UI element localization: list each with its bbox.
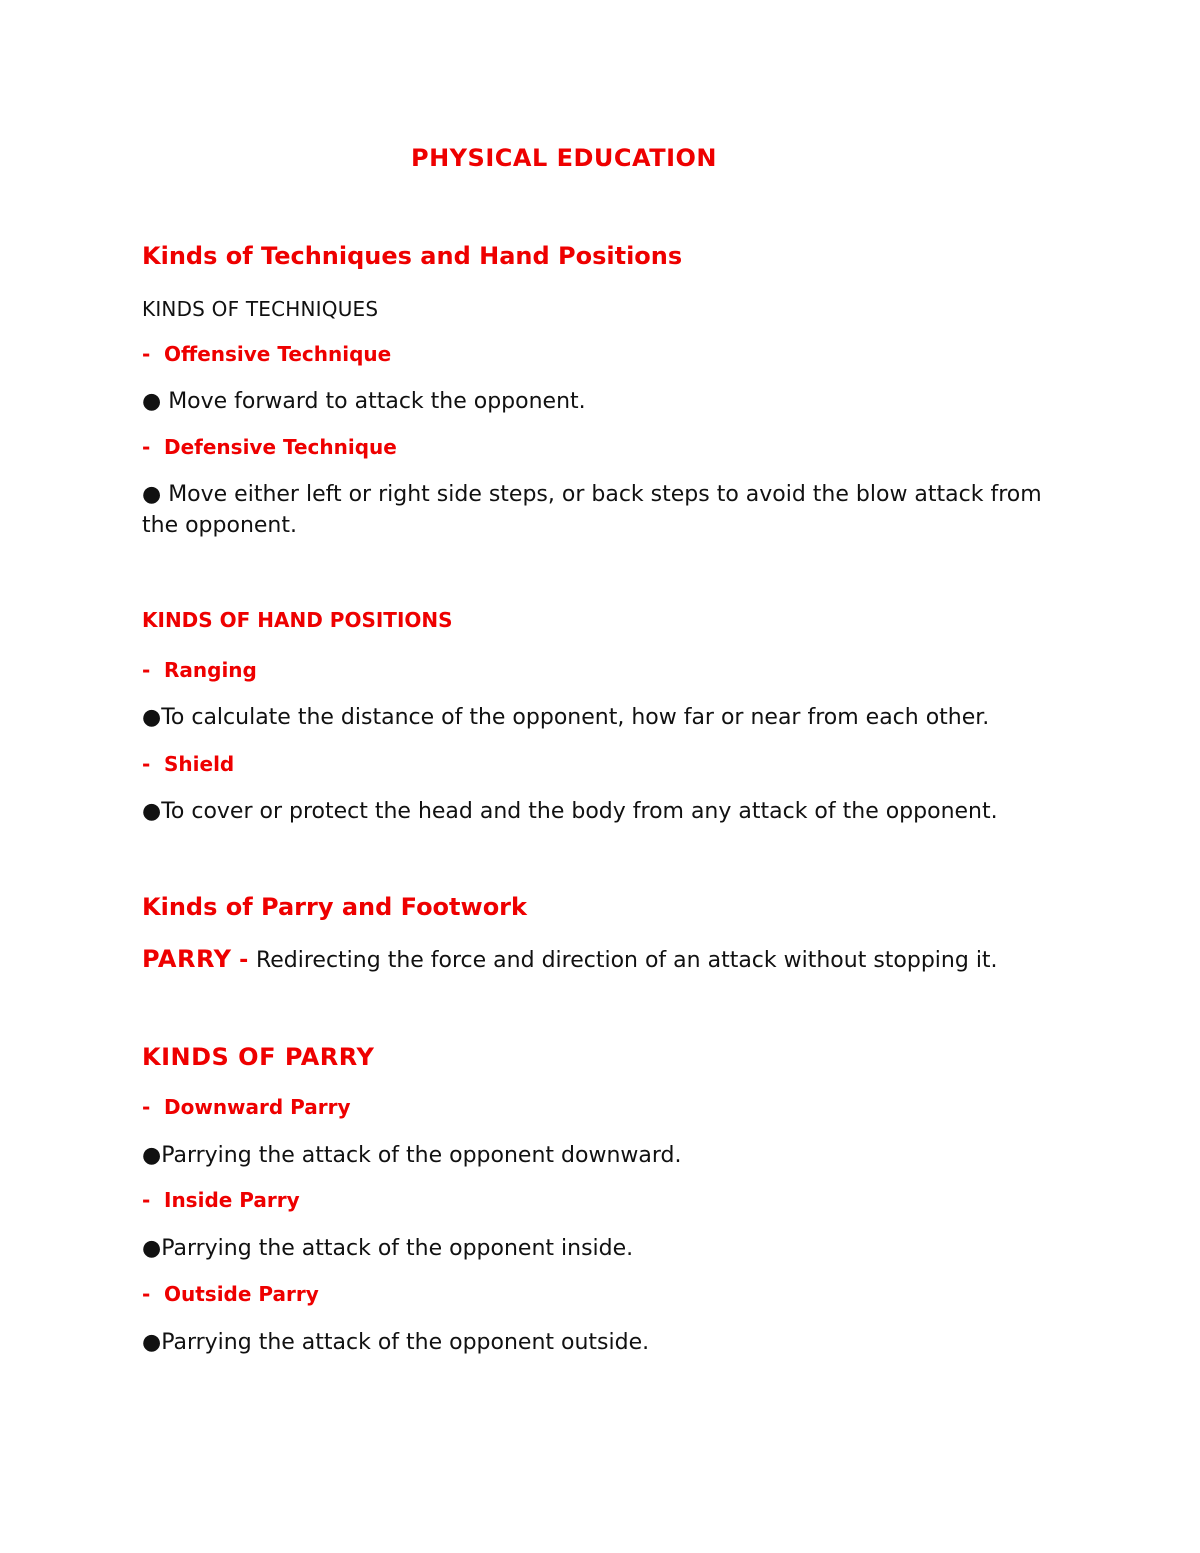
parry-definition-line — [142, 945, 998, 973]
technique-description: ● Move forward to attack the opponent. — [142, 389, 586, 414]
subheading-kinds-of-parry: KINDS OF PARRY — [142, 1043, 375, 1071]
parry-name: Outside Parry — [164, 1282, 319, 1306]
parry-name: Downward Parry — [164, 1095, 351, 1119]
parry-separator: - — [231, 948, 256, 973]
parry-description: ●Parrying the attack of the opponent inside. — [142, 1236, 634, 1261]
list-dash: - — [142, 1282, 151, 1306]
parry-description: ●Parrying the attack of the opponent downward. — [142, 1143, 682, 1168]
list-dash: - — [142, 342, 151, 366]
technique-description: ● Move either left or right side steps, or back steps to avoid the blow attack from the opponent. — [142, 482, 1042, 538]
section-heading-techniques-hand-positions: Kinds of Techniques and Hand Positions — [142, 242, 683, 270]
parry-item-outside — [142, 1282, 319, 1306]
parry-item-downward — [142, 1095, 351, 1119]
list-dash: - — [142, 435, 151, 459]
hand-position-description: ●To cover or protect the head and the body from any attack of the opponent. — [142, 799, 998, 824]
list-dash: - — [142, 752, 151, 776]
subheading-kinds-of-hand-positions: KINDS OF HAND POSITIONS — [142, 608, 453, 632]
parry-term: PARRY — [142, 945, 232, 973]
list-dash: - — [142, 1095, 151, 1119]
hand-position-name: Ranging — [164, 658, 257, 682]
hand-position-name: Shield — [164, 752, 235, 776]
technique-item-offensive — [142, 342, 391, 366]
parry-definition: Redirecting the force and direction of an attack without stopping it. — [255, 948, 998, 973]
page-title: PHYSICAL EDUCATION — [410, 144, 718, 172]
hand-position-item-ranging — [142, 658, 257, 682]
list-dash: - — [142, 658, 151, 682]
technique-name: Defensive Technique — [164, 435, 397, 459]
technique-name: Offensive Technique — [164, 342, 392, 366]
parry-description: ●Parrying the attack of the opponent outside. — [142, 1330, 650, 1355]
section-heading-parry-footwork: Kinds of Parry and Footwork — [142, 893, 527, 921]
list-dash: - — [142, 1188, 151, 1212]
subheading-kinds-of-techniques: KINDS OF TECHNIQUES — [142, 297, 379, 321]
technique-item-defensive — [142, 435, 397, 459]
parry-item-inside — [142, 1188, 300, 1212]
hand-position-description: ●To calculate the distance of the opponent, how far or near from each other. — [142, 705, 990, 730]
hand-position-item-shield — [142, 752, 234, 776]
parry-name: Inside Parry — [164, 1188, 300, 1212]
